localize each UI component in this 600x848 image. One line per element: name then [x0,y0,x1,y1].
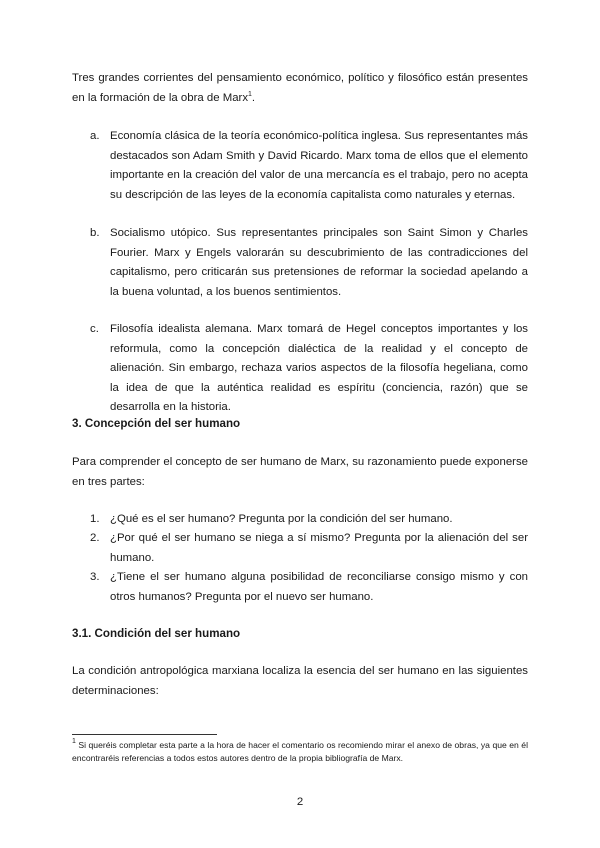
footnote-marker: 1 [72,738,76,745]
question-item-3 [90,568,528,607]
current-text: Socialismo utópico. Sus representantes principales son Saint Simon y Charles Fourier. Marx y Engels valorarán su descubrimiento de las contradicciones del capitalismo, pero criticarán sus pretensiones de reformar la sociedad apelando a la buena voluntad, a los buenos sentimientos. [110,227,528,298]
list-marker: 1. [90,513,100,525]
question-item-2 [90,529,528,568]
intro-paragraph [72,69,528,108]
footnote-reference[interactable]: 1 [248,90,252,98]
page-number: 2 [296,796,304,808]
intro-end: . [251,91,256,104]
current-text: Economía clásica de la teoría económico-política inglesa. Sus representantes más destacados son Adam Smith y David Ricardo. Marx toma de ellos que el elemento importante en la creación del valor de una mercancía es el trabajo, pero no acepta su descripción de las leyes de la economía capitalista como naturales y eternas. [110,130,528,201]
list-marker: b. [90,227,100,239]
footnote-text: Si queréis completar esta parte a la hora de hacer el comentario os recomiendo mirar el anexo de obras, ya que en él encontraréis referencias a todos estos autores dentro de la propia bibliografía de Marx. [72,740,528,763]
section-3-intro: Para comprender el concepto de ser humano de Marx, su razonamiento puede exponerse en tres partes: [72,456,528,488]
current-item-b [90,224,528,302]
section-3-1-heading: 3.1. Condición del ser humano [72,627,241,640]
footnote-divider [72,734,217,735]
question-text: ¿Tiene el ser humano alguna posibilidad de reconciliarse consigo mismo y con otros humanos? Pregunta por el nuevo ser humano. [110,571,528,603]
list-marker: a. [90,130,100,142]
question-item-1 [90,510,528,530]
section-3-heading: 3. Concepción del ser humano [72,417,241,430]
footnote [72,739,528,764]
current-item-c [90,320,528,418]
current-item-a [90,127,528,205]
list-marker: 2. [90,532,100,544]
question-text: ¿Por qué el ser humano se niega a sí mismo? Pregunta por la alienación del ser humano. [110,532,528,564]
list-marker: 3. [90,571,100,583]
question-text: ¿Qué es el ser humano? Pregunta por la condición del ser humano. [110,513,453,525]
list-marker: c. [90,323,99,335]
intro-text: Tres grandes corrientes del pensamiento económico, político y filosófico están presentes en la formación de la obra de Marx [72,72,528,104]
current-text: Filosofía idealista alemana. Marx tomará de Hegel conceptos importantes y los reformula, como la concepción dialéctica de la realidad y el concepto de alienación. Sin embargo, rechaza varios aspectos de la filosofía hegeliana, como la idea de que la auténtica realidad es espíritu (conciencia, razón) que se desarrolla en la historia. [110,323,528,413]
section-3-1-paragraph: La condición antropológica marxiana localiza la esencia del ser humano en las siguientes determinaciones: [72,665,528,697]
